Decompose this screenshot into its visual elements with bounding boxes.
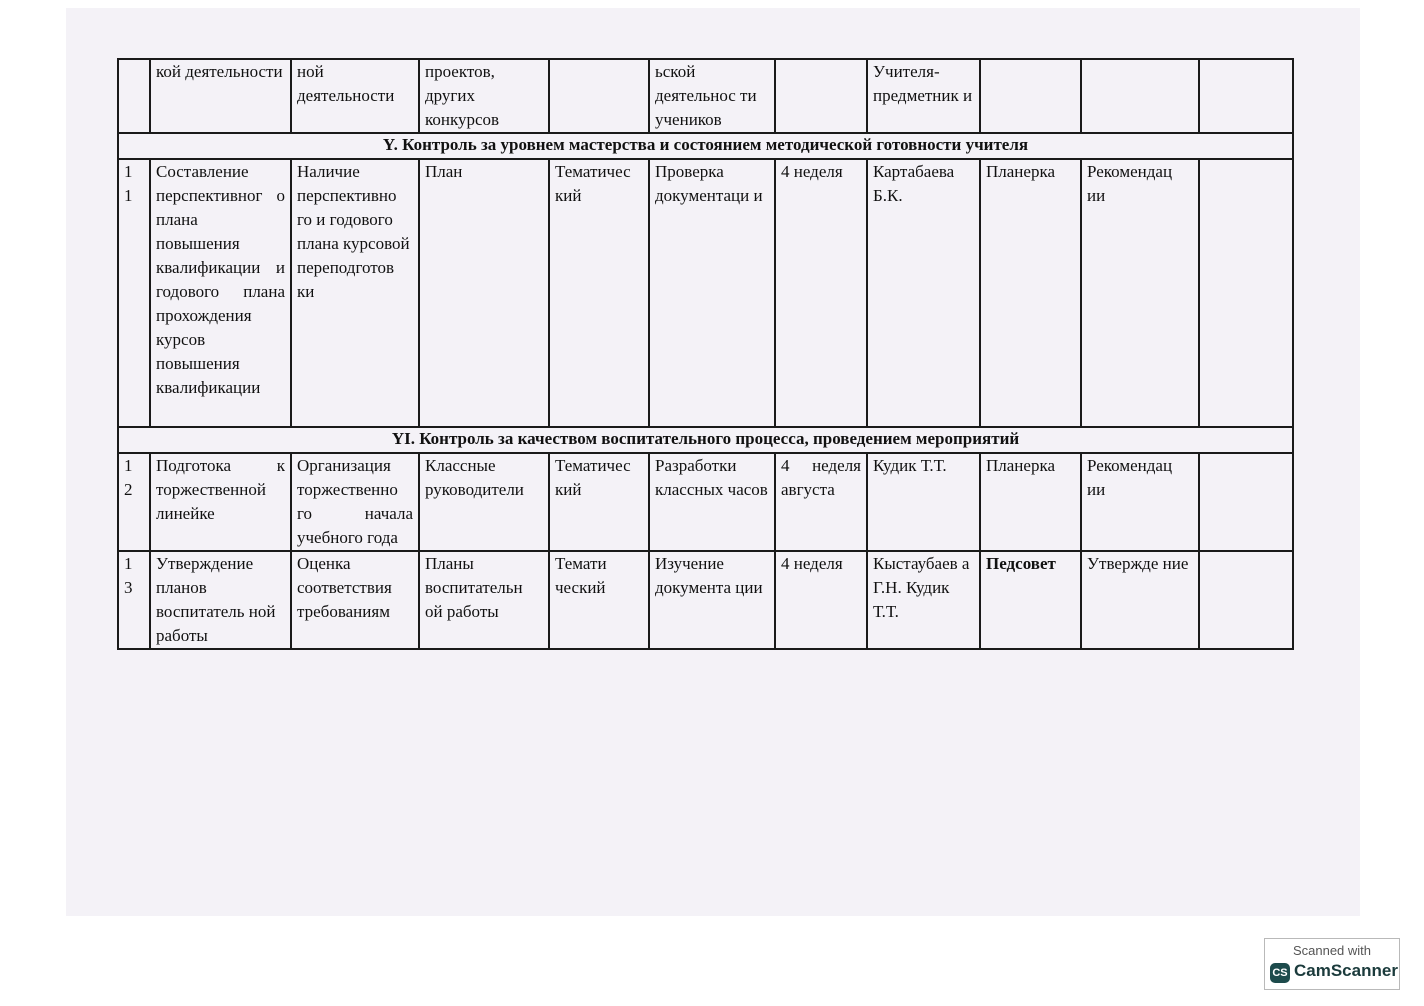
result-cell: Утвержде ние — [1081, 551, 1199, 649]
type-cell: Тематичес кий — [549, 453, 649, 551]
table-cell: Учителя-предметник и — [867, 59, 980, 133]
time-cell: 4 неделя — [775, 551, 867, 649]
responsible-cell: Картабаева Б.К. — [867, 159, 980, 427]
topic-cell: Утверждение планов воспитатель ной работы — [150, 551, 291, 649]
section-heading-row — [118, 133, 1293, 159]
table-row — [118, 453, 1293, 551]
goal-cell: Оценка соответствия требованиям — [291, 551, 419, 649]
table-cell — [775, 59, 867, 133]
type-cell: Темати ческий — [549, 551, 649, 649]
section-heading-row — [118, 427, 1293, 453]
method-cell: Проверка документаци и — [649, 159, 775, 427]
method-cell: Разработки классных часов — [649, 453, 775, 551]
row-number: 1 2 — [118, 453, 150, 551]
camscanner-brand: CamScanner — [1294, 961, 1398, 980]
goal-cell: Наличие перспективно го и годового плана курсовой переподготов ки — [291, 159, 419, 427]
camscanner-logo-icon: CS — [1270, 963, 1290, 983]
row-number: 1 3 — [118, 551, 150, 649]
table-row — [118, 551, 1293, 649]
scanned-with-label: Scanned with — [1292, 943, 1372, 958]
section-heading: YI. Контроль за качеством воспитательного процесса, проведением мероприятий — [118, 427, 1293, 453]
object-cell: План — [419, 159, 549, 427]
time-cell: 4 неделя августа — [775, 453, 867, 551]
place-cell: Педсовет — [980, 551, 1081, 649]
table-cell: проектов, других конкурсов — [419, 59, 549, 133]
table-row — [118, 59, 1293, 133]
section-heading: Y. Контроль за уровнем мастерства и состоянием методической готовности учителя — [118, 133, 1293, 159]
goal-cell: Организация торжественно го начала учебного года — [291, 453, 419, 551]
topic-cell: Составление перспективног о плана повышения квалификации и годового плана прохождения курсов повышения квалификации — [150, 159, 291, 427]
responsible-cell: Кудик Т.Т. — [867, 453, 980, 551]
type-cell: Тематичес кий — [549, 159, 649, 427]
table-cell — [549, 59, 649, 133]
place-cell: Планерка — [980, 453, 1081, 551]
row-number: 1 1 — [118, 159, 150, 427]
extra-cell — [1199, 551, 1293, 649]
control-plan-table — [117, 58, 1294, 650]
table-cell: ной деятельности — [291, 59, 419, 133]
result-cell: Рекомендац ии — [1081, 453, 1199, 551]
object-cell: Планы воспитательн ой работы — [419, 551, 549, 649]
table-cell: ьской деятельнос ти учеников — [649, 59, 775, 133]
table-cell — [980, 59, 1081, 133]
camscanner-watermark — [1264, 938, 1400, 990]
responsible-cell: Кыстаубаев а Г.Н. Кудик Т.Т. — [867, 551, 980, 649]
extra-cell — [1199, 159, 1293, 427]
object-cell: Классные руководители — [419, 453, 549, 551]
table-cell — [1081, 59, 1199, 133]
table-cell — [118, 59, 150, 133]
topic-cell: Подготока к торжественной линейке — [150, 453, 291, 551]
table-row — [118, 159, 1293, 427]
result-cell: Рекомендац ии — [1081, 159, 1199, 427]
extra-cell — [1199, 453, 1293, 551]
table-cell — [1199, 59, 1293, 133]
method-cell: Изучение документа ции — [649, 551, 775, 649]
table-cell: кой деятельности — [150, 59, 291, 133]
time-cell: 4 неделя — [775, 159, 867, 427]
place-cell: Планерка — [980, 159, 1081, 427]
